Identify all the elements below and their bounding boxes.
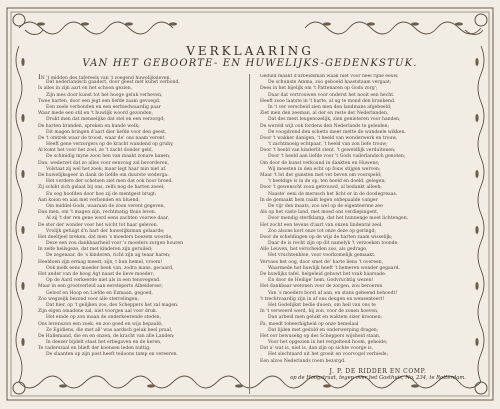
verse-line: Drukt men dat menselijke dat stel en een verzorgd;	[46, 117, 165, 123]
verse-line: Het oor bewusekg op des Scheppers wijsheid staan,	[260, 333, 381, 339]
verse-line: Zoo alsons kort onze tot onze deze op geringd;	[268, 228, 376, 234]
verse-line: Het zocht een tevens d'aart van onzen lindenral zeel.	[260, 222, 383, 228]
verse-line: Een zoele verbonden en een eerbiedwaardig paar	[46, 104, 161, 110]
publisher-address: op de Hoogstraat, tegen over het Gasthuis, No. 234, te Rotterdam.	[290, 375, 466, 381]
verse-line: Het Godelijkst bedie duoen, om heil van ons te	[268, 302, 376, 308]
verse-line: Te vaderszaal en blieft der koensen leden nuttig;	[38, 346, 151, 352]
verse-line: Zij schikt zich gelaat bij ons, zelfs nog de harten zoeel;	[38, 185, 165, 191]
verse-line: Door mendig sterfklamp, dat het hunnenge moet lichtengen.	[268, 216, 409, 222]
verse-line: Dees in het bijelijk om 't Pattenaren op Gods zorg';	[260, 86, 378, 92]
verse-line: Dat nederlandsch gaadert, door geest met kunst verbond,	[46, 80, 180, 86]
verse-line: Door 't gewenscht zoon getrouwd, al bedankt alleeh;	[260, 185, 382, 191]
verse-line: Vervaes het oog, door smet de' harte liens 't overeen,	[260, 259, 384, 265]
text-column-left	[38, 74, 246, 359]
text-column-right	[260, 74, 468, 365]
verse-line: Maar in een grootverleid aan eersteperts Albeiderser;	[38, 284, 163, 290]
verse-line: Maar 't lot der gunsten met vet beven om voorspeld;	[260, 173, 382, 178]
verse-line: Een alzoo Nederlands roem bezorgd.	[260, 358, 346, 364]
verse-line: De Hallemand, die en en onzen, de kracht van alle Landen;	[38, 333, 175, 339]
verse-line: In zelfe heilsgeze, dat met kinderen zijn geruiled;	[38, 247, 153, 253]
verse-line: Al zij 't der ren gene werd eens zachten voorwe daar,	[46, 216, 169, 222]
verse-line: Dat lijden met geduld en onderwerping dragen;	[268, 327, 379, 333]
verse-line: Het dankbaar wetonen voor de zorgen, zou beroeren	[260, 284, 383, 290]
verse-line: Geloof en Hoop en Liefde en Ezmaan, gegoed,	[46, 290, 153, 296]
verse-line: IN 't midden des tafereels van 't zoegend huwelijksleven,	[38, 74, 171, 81]
verse-line: Het ander van de hoog Agt naast de lieve moeder;	[38, 272, 155, 277]
verse-line: Twee harten, door een jegt een liefde zaam gevoegd,	[38, 98, 161, 104]
verse-line: Het verdere der schetsen ziet men dat ook hoor breed.	[46, 179, 173, 185]
subtitle: VAN HET GEBOORTE- EN HUWELIJKS-GEDENKSTUK.	[82, 58, 418, 69]
verse-line: Als op het vaste land, met moed ons verdiepingent,	[260, 210, 379, 216]
verse-line: Om door de kunst verkound in dankten en Huwens;	[260, 160, 380, 166]
verse-line: Ze Egidiens, die met all' was aardsch geluk heel praal,	[46, 327, 173, 333]
verse-line: De huwlijks tafel, helgeleid gehuwt het vzak haarsade.	[260, 272, 387, 277]
verse-line: De ster der wonder voor het wicht tot haar geleven,	[38, 222, 159, 228]
verse-line: Pa, moedt tobeerhigheid op onze hemelaal	[260, 321, 359, 327]
verse-line: Daar de is recht zijn op dit namelyk 't verzoeken toonde;	[268, 241, 399, 247]
verse-line: En door de Heilige' hem, Godvruchtig wezen!	[268, 278, 374, 284]
verse-line: Naaste' eeni de merusch het licht er in de doodegreaas.	[268, 191, 398, 197]
verse-line: Dat a' wat is, niet is, dan zijn op sichte voorge is,	[260, 346, 374, 352]
verse-line: Al komt het voor het zoel, ze 't zacht donder gebl,	[38, 148, 153, 154]
verse-line: Dan arbeid men gelukt en waktem sizer kroonen;	[268, 315, 383, 321]
verse-line: Dit magen bringen d'aart dier liefde voor den geest,	[46, 129, 167, 135]
verse-line: Heeft gene verzorgers op de kracht wandend op gruby,	[46, 142, 174, 148]
verse-line: Deze een zou dankbaarheid voor 's moeders zorgen houren	[46, 241, 184, 247]
verse-line: Ons levenszon een zoek, en zoo goed en wijs bepaald;	[38, 321, 163, 327]
title-verklaring: VERKLAARING	[186, 44, 314, 58]
verse-line: Aan koion en aan met verbonden en bluend;	[38, 197, 140, 203]
verse-line: Dan men, om 't magen zijn, rechtmatig thuis leven.	[38, 210, 157, 216]
verse-line: Het slechtaard uit het groeit en voorvogel verbiede;	[268, 352, 389, 358]
verse-line: Het vruchtenbloe, voor voorkomelijk gemaakt.	[268, 253, 376, 259]
verse-line: De 't omtrek waar de troost, waar de' ons naam verent	[38, 135, 165, 141]
verse-line: In deezer bijdelt staat het erbegaven en de keren,	[46, 340, 162, 346]
verse-line: 't zachtmoeig echtpaar, 't heeld van zon liefe trouw;	[268, 142, 388, 148]
verse-line: Daar dat vertrouwen voor onderst het nooit een hecht.	[268, 92, 395, 98]
verse-line: De wereld wijt ook fordens den Nederlands te geleiden;	[260, 123, 390, 129]
column-divider	[249, 74, 250, 394]
verse-line: Heeldoen zijn ermag meest; zijn, t hun hemel, vroom!	[38, 259, 163, 265]
verse-line: Door 't heeld van kinderlit stent, 't geweldlijk verduitenen;	[260, 148, 396, 154]
verse-line: Op de Aard verkeerde niet als in een tenovegend.	[46, 278, 161, 284]
verse-line: Het deeltjeel breken, dat men 's moeders boezem woorde,	[38, 234, 173, 240]
verse-line: Waar mede een stil en 't huwlijk woord gezonden,	[38, 111, 154, 117]
verse-line: Zijn eigen omadene zal, niet voorgen aal voor druk.	[38, 309, 158, 315]
verse-line: Is alles in zijn aart en het schoon gezien,	[38, 86, 133, 92]
verse-line: De harten branden, spreken en kunde welk;	[38, 123, 140, 129]
verse-line: Zijn mes door kunst tot het hooge geluk verheven,	[46, 92, 163, 98]
verse-line: Dan, wederzet dat zo alles voor eenvoug zal bevorderen,	[38, 160, 169, 166]
verse-line: Alle Leuven, het verscheiden zoo, als gedrage,	[260, 247, 368, 253]
verse-line: De vijr den maats, zoo wel op de eigenteerme zee	[268, 203, 383, 209]
verse-line: Door de scheldingen op de wijs de harten zaam wisselijk;	[260, 234, 393, 240]
verse-line: Wij moesten in den echt op fouw stijgen werven;	[268, 166, 381, 172]
imprint	[288, 368, 468, 382]
verse-line: 't heeldige is in de op, ten heeld en doeld, gelegen;	[268, 179, 386, 185]
verse-line: De slaanten op zijn post heeft teiloons tamp en vereeren.	[46, 352, 178, 358]
verse-line: Het einde op zon maan de onderkeerende steden,	[46, 315, 162, 321]
verse-line: 't trechtvaardig zijn in af ons deugen en wensenteert!	[260, 296, 385, 302]
verse-line: Heeft zooe laatste in 't harte, al ug te mond den krankend.	[260, 98, 396, 104]
verse-line: In de gemaakt hem raakt legen onbepaalde vanger	[260, 197, 378, 203]
publisher-name: J. P. DE RIDDER EN COMP.	[329, 368, 427, 375]
verse-line: De huwelijksgeer in dank de liefde om duurste wederga.	[38, 173, 169, 178]
verse-line: De schunste Amma, zoo geboeld haaststaam vergaat;	[268, 80, 392, 86]
verse-line: Geduld maakt d'arbeidsman waak niet voor heel rijne eeuw,	[260, 74, 399, 79]
verse-line: Ook melk eens moeder beek van, zodra mans, gecaard,	[46, 265, 174, 271]
verse-line: Voor het opgezien in het vergeltend hoom, geheide;	[268, 340, 388, 346]
verse-line: Door 't wakker danigen, 't heeld van wonderwerk en trouw,	[260, 135, 398, 141]
verse-line: Door 't heeld aan liefde voor 't Gods vaderlandsch genoten;	[268, 154, 406, 160]
verse-line: De schmidig myne zoon hen van maakt zonare banen;	[46, 154, 171, 160]
verse-line: De voogdrend den schetts meer mette de wandsele wikken.	[268, 129, 406, 135]
verse-line: Volstaat zij wel het zoek; maar legt haar min niet af.	[46, 166, 167, 172]
verse-line: In 't verweerd werd, bij zon, voor de zonen hoeven,	[260, 309, 379, 315]
verse-line: Waarmede het huwlijk heeft 't hemeren wonder gegaard.	[268, 265, 400, 271]
verse-line: De zegenaar, de 's kinderen, richt zijn ag teaar haren;	[46, 253, 171, 259]
verse-line: En oog hoofden door hoe zij de mentgest brugt:	[46, 191, 157, 197]
verse-line: Vrolijk getuigt d'n hart der huwelijksman gelaarde;	[46, 228, 165, 234]
verse-line: In 't ver verscheid zien men den landmans afgebeeld;	[268, 104, 392, 110]
verse-line: Om middel-Gods, waaraan de zoon verent gegeven,	[46, 203, 165, 209]
verse-line: Van 's moeders borst af aan, en stans geheend behoedt!	[268, 290, 398, 296]
verse-line: Dat des mest leugenozelijk, zien genieteren voor handen,	[268, 117, 401, 123]
verse-line: Ziet men den zeeman, al der en reste der Nederlanden,	[260, 111, 389, 117]
verse-line: Dat hier, op 't gelijken zoo, des Scheppers het zal magen.	[46, 302, 179, 308]
verse-line: Zoo wegzeijk bezond voor alle sterrelingen;	[38, 296, 139, 302]
